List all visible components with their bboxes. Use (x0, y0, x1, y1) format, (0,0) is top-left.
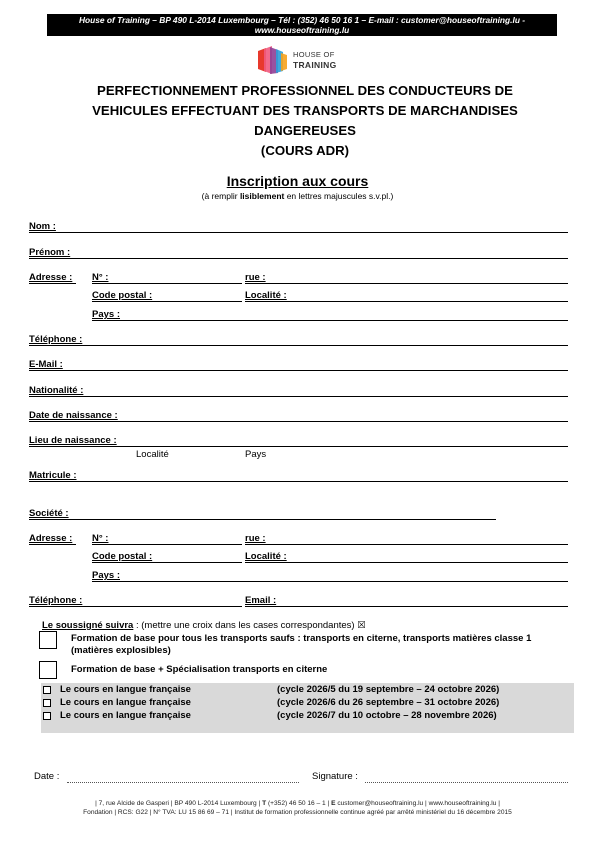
document-title (40, 81, 570, 161)
date-naissance-label: Date de naissance : (29, 410, 118, 421)
telephone-field-line[interactable] (29, 345, 568, 346)
form-heading: Inscription aux cours (226, 173, 369, 189)
instruction-suffix: en lettres majuscules s.v.pl.) (284, 191, 394, 201)
option2-label: Formation de base + Spécialisation transports en citerne (71, 664, 328, 675)
selection-intro (42, 620, 366, 631)
instruction-bold: lisiblement (239, 191, 285, 201)
company-numero-label: N° : (92, 533, 109, 544)
selection-intro-rest: : (mettre une croix dans les cases correspondantes) ☒ (133, 620, 366, 631)
company-rue-label: rue : (245, 533, 266, 544)
course3-cycle: (cycle 2026/7 du 10 octobre – 28 novembre 2026) (277, 710, 497, 721)
page-footer (20, 799, 575, 817)
lieu-pays-caption: Pays (245, 449, 267, 460)
code-postal-label: Code postal : (92, 290, 153, 301)
lieu-naissance-field-line[interactable] (29, 446, 568, 447)
company-code-postal-field-line[interactable] (92, 562, 242, 563)
title-line2: VEHICULES EFFECTUANT DES TRANSPORTS DE MARCHANDISES (92, 103, 518, 118)
option2-checkbox[interactable] (39, 661, 57, 679)
option1-label: Formation de base pour tous les transports saufs : transports en citerne, transports matières classe 1 (matières explosibles) (71, 633, 532, 656)
email-field-line[interactable] (29, 370, 568, 371)
option1-checkbox[interactable] (39, 631, 57, 649)
header-contact-bar (47, 14, 557, 36)
nationalite-label: Nationalité : (29, 385, 84, 396)
prenom-label: Prénom : (29, 247, 71, 258)
logo-text-line1: HOUSE OF (293, 50, 335, 59)
company-telephone-label: Téléphone : (29, 595, 83, 606)
societe-label: Société : (29, 508, 69, 519)
matricule-label: Matricule : (29, 470, 77, 481)
footer-t-label: T (262, 800, 267, 807)
course2-checkbox[interactable] (43, 699, 51, 707)
company-pays-field-line[interactable] (92, 581, 568, 582)
rue-label: rue : (245, 272, 266, 283)
company-adresse-label-line (29, 544, 76, 545)
code-postal-field-line[interactable] (92, 301, 242, 302)
signature-label: Signature : (312, 771, 358, 782)
company-adresse-label: Adresse : (29, 533, 73, 544)
company-telephone-field-line[interactable] (29, 606, 242, 607)
nationalite-field-line[interactable] (29, 396, 568, 397)
signature-field-line[interactable] (365, 782, 568, 783)
footer-line1 (20, 799, 575, 808)
logo-mark-icon (256, 45, 289, 75)
footer-e-label: E (331, 800, 336, 807)
course3-checkbox[interactable] (43, 712, 51, 720)
company-code-postal-label: Code postal : (92, 551, 153, 562)
company-email-field-line[interactable] (245, 606, 568, 607)
lieu-localite-caption: Localité (136, 449, 169, 460)
header-contact-line2: www.houseoftraining.lu (254, 25, 350, 35)
course3-label: Le cours en langue française (60, 710, 191, 721)
societe-field-line[interactable] (29, 519, 496, 520)
nom-label: Nom : (29, 221, 56, 232)
email-label: E-Mail : (29, 359, 63, 370)
company-rue-field-line[interactable] (245, 544, 568, 545)
house-of-training-logo (256, 43, 346, 77)
company-pays-label: Pays : (92, 570, 120, 581)
numero-field-line[interactable] (92, 283, 242, 284)
pays-field-line[interactable] (92, 320, 568, 321)
title-line3: DANGEREUSES (254, 123, 356, 138)
adresse-label: Adresse : (29, 272, 73, 283)
course1-label: Le cours en langue française (60, 684, 191, 695)
pays-label: Pays : (92, 309, 120, 320)
course2-label: Le cours en langue française (60, 697, 191, 708)
course2-cycle: (cycle 2026/6 du 26 septembre – 31 octobre 2026) (277, 697, 500, 708)
selection-intro-bold: Le soussigné suivra (42, 620, 134, 631)
telephone-label: Téléphone : (29, 334, 83, 345)
adresse-label-line (29, 283, 76, 284)
localite-label: Localité : (245, 290, 287, 301)
instruction-prefix: (à remplir (201, 191, 240, 201)
localite-field-line[interactable] (245, 301, 568, 302)
course1-checkbox[interactable] (43, 686, 51, 694)
date-field-line[interactable] (67, 782, 299, 783)
lieu-naissance-label: Lieu de naissance : (29, 435, 117, 446)
company-numero-field-line[interactable] (92, 544, 242, 545)
title-line4: (COURS ADR) (260, 143, 350, 158)
footer-address: | 7, rue Alcide de Gasperi | BP 490 L-2014 Luxembourg | (95, 800, 263, 807)
footer-line2: Fondation | RCS: G22 | N° TVA: LU 15 86 69 – 71 | Institut de formation professionnelle continue agréé par arrêté ministériel du 16 décembre 2015 (83, 809, 512, 816)
footer-phone: (+352) 46 50 16 – 1 | (266, 800, 332, 807)
fill-instruction (0, 191, 595, 201)
header-contact-line1: House of Training – BP 490 L-2014 Luxembourg – Tél : (352) 46 50 16 1 – E-mail : customer@houseoftraining.lu - (78, 15, 526, 25)
prenom-field-line[interactable] (29, 258, 568, 259)
matricule-field-line[interactable] (29, 481, 568, 482)
date-label: Date : (34, 771, 60, 782)
nom-field-line[interactable] (29, 232, 568, 233)
logo-text-line2: TRAINING (293, 60, 337, 70)
company-localite-label: Localité : (245, 551, 287, 562)
rue-field-line[interactable] (245, 283, 568, 284)
numero-label: N° : (92, 272, 109, 283)
date-naissance-field-line[interactable] (29, 421, 568, 422)
footer-email-web: customer@houseoftraining.lu | www.houseoftraining.lu | (335, 800, 500, 807)
course1-cycle: (cycle 2026/5 du 19 septembre – 24 octobre 2026) (277, 684, 500, 695)
company-email-label: Email : (245, 595, 277, 606)
title-line1: PERFECTIONNEMENT PROFESSIONNEL DES CONDUCTEURS DE (97, 83, 513, 98)
company-localite-field-line[interactable] (245, 562, 568, 563)
